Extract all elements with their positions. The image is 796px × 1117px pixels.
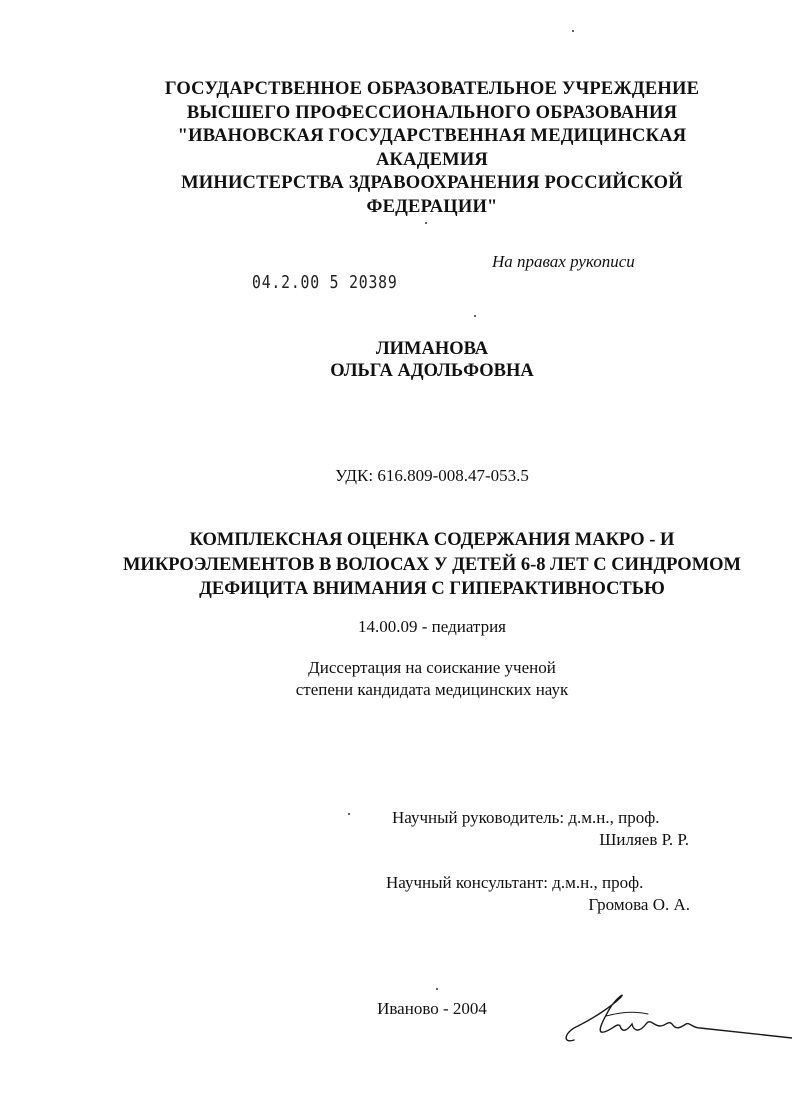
- title-line: МИКРОЭЛЕМЕНТОВ В ВОЛОСАХ У ДЕТЕЙ 6-8 ЛЕТ С СИНДРОМОМ: [122, 554, 742, 575]
- supervisor-label: Научный руководитель: д.м.н., проф.: [392, 808, 660, 827]
- consultant-label: Научный консультант: д.м.н., проф.: [386, 873, 644, 892]
- scan-speck: [425, 222, 427, 224]
- handwritten-signature: [560, 992, 792, 1054]
- institution-line: "ИВАНОВСКАЯ ГОСУДАРСТВЕННАЯ МЕДИЦИНСКАЯ: [177, 126, 687, 146]
- consultant-name: Громова О. А.: [588, 895, 690, 914]
- manuscript-note: На правах рукописи: [492, 252, 635, 271]
- city-year: Иваново - 2004: [377, 999, 487, 1018]
- institution-header: [0, 78, 796, 219]
- degree-line-2: степени кандидата медицинских наук: [295, 680, 569, 699]
- scan-speck: [474, 315, 476, 317]
- supervisor-block: [392, 807, 689, 851]
- degree-statement: [0, 657, 796, 701]
- institution-line: ФЕДЕРАЦИИ": [366, 196, 498, 217]
- author-surname: ЛИМАНОВА: [375, 339, 489, 359]
- institution-line: АКАДЕМИЯ: [375, 149, 488, 170]
- author-given-names: ОЛЬГА АДОЛЬФОВНА: [330, 361, 534, 381]
- institution-line: ГОСУДАРСТВЕННОЕ ОБРАЗОВАТЕЛЬНОЕ УЧРЕЖДЕНИЕ: [164, 79, 700, 99]
- institution-line: МИНИСТЕРСТВА ЗДРАВООХРАНЕНИЯ РОССИЙСКОЙ: [181, 173, 683, 193]
- scan-speck: [572, 30, 574, 32]
- udk-code: УДК: 616.809-008.47-053.5: [335, 466, 529, 485]
- supervisor-name: Шиляев Р. Р.: [599, 830, 689, 849]
- scan-speck: [436, 988, 438, 990]
- consultant-block: [386, 872, 690, 916]
- author-block: [0, 338, 796, 382]
- title-line: ДЕФИЦИТА ВНИМАНИЯ С ГИПЕРАКТИВНОСТЬЮ: [199, 579, 665, 599]
- specialty-code: 14.00.09 - педиатрия: [358, 617, 506, 636]
- institution-line: ВЫСШЕГО ПРОФЕССИОНАЛЬНОГО ОБРАЗОВАНИЯ: [186, 102, 678, 123]
- scan-speck: [348, 813, 350, 815]
- dissertation-title: [0, 528, 796, 602]
- archive-stamp-number: 04.2.00 5 20389: [252, 272, 398, 293]
- title-line: КОМПЛЕКСНАЯ ОЦЕНКА СОДЕРЖАНИЯ МАКРО - И: [189, 530, 675, 550]
- degree-line-1: Диссертация на соискание ученой: [308, 658, 556, 677]
